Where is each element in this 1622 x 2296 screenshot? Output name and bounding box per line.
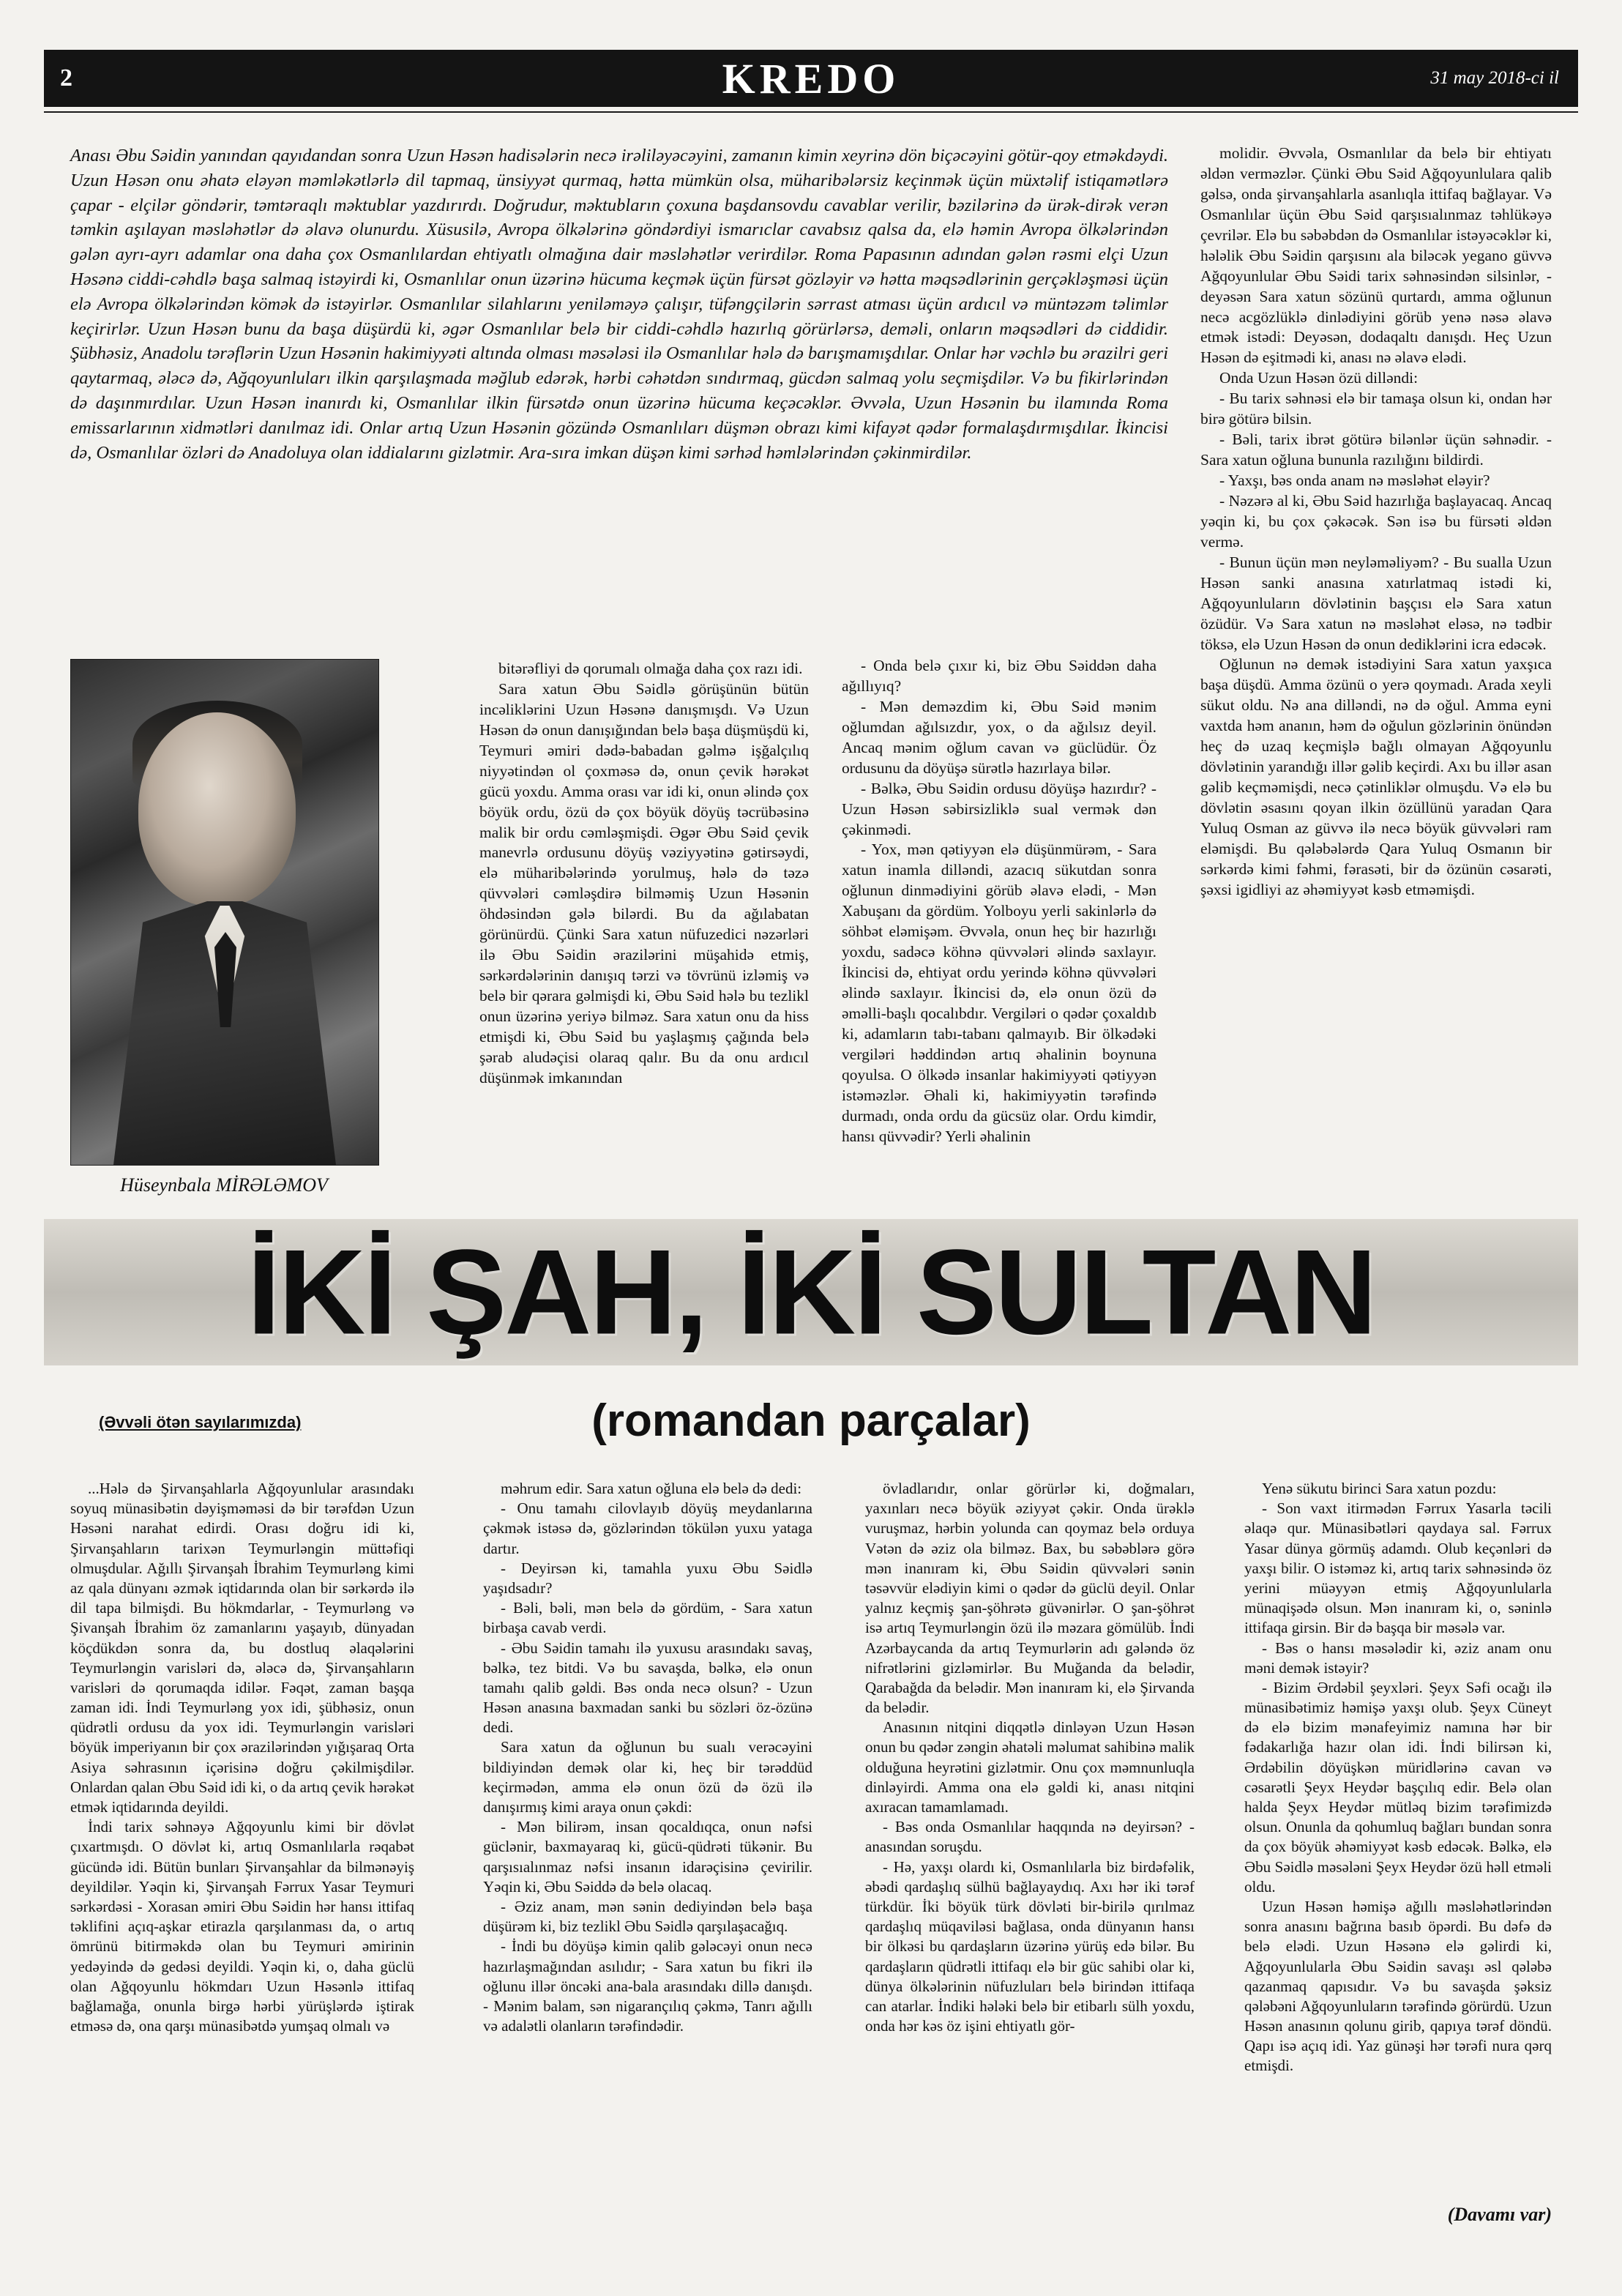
column-bottom-4: Yenə sükutu birinci Sara xatun pozdu: - Son vaxt itirmədən Fərrux Yasarla təcili əlaqə qur. Münasibətləri qaydaya sal. Fərrux Yasar dünya görmüş adamdı. Olub keçənləri də yaxşı bilir. O istəməz ki, artıq tarix səhnəsində öz yerini müəyyən etmiş Ağqoyunlularla münaqişədə olsun. Mən inanıram ki, o, səninlə ittifaqa girsin. Bir də başqa bir məsələ var. - Bəs o hansı məsələdir ki, əziz anam onu məni demək istəyir? - Bizim Ərdəbil şeyxləri. Şeyx Səfi ocağı ilə münasibətimiz həmişə yaxşı olub. Şeyx Cüneyt də elə bizim mənafeyimiz namına hər bir fədakarlığa hazır olan idi. İndi bilirsən ki, Ərdəbilin döyüşkən müridlərinə cavan və cəsarətli Şeyx Heydər başçılıq edir. Belə olan halda Şeyx Heydər mütləq bizim tərəfimizdə olsun. Onunla da qohumluq bağları bundan sonra da çox böyük əhəmiyyət kəsb edəcək. Bəlkə, elə Əbu Səidlə məsələni Şeyx Heydər özü həll etməli oldu. Uzun Həsən həmişə ağıllı məsləhətlərindən sonra anasını bağrına basıb öpərdi. Bu dəfə də belə elədi. Uzun Həsənə elə gəlirdi ki, Ağqoyunlularla Əbu Səidin savaşı əsl qələbə qazanmaq qapısıdır. Və bu savaşda şəksiz qələbəni Ağqoyunluların tərəfində görürdü. Uzun Həsən anasının qolunu girib, qapıya tərəf döndü. Qapı isə açıq idi. Yaz günəşi hər tərəfi nura qərq etmişdi. [1244, 1480, 1552, 2075]
headline-text: İKİ ŞAH, İKİ SULTAN [247, 1224, 1375, 1360]
column-bottom-2: məhrum edir. Sara xatun oğluna elə belə də dedi: - Onu tamahı cilovlayıb döyüş meydanlarına çəkmək istəsə də, gözlərindən tökülən yuxu yataga dartır. - Deyirsən ki, tamahla yuxu Əbu Səidlə yaşıdsadır? - Bəli, bəli, mən belə də gördüm, - Sara xatun birbaşa cavab verdi. - Əbu Səidin tamahı ilə yuxusu arasındakı savaş, bəlkə, tez bitdi. Və bu savaşda, bəlkə, elə onun tamahı qalib gəldi. Bəs onda necə olsun? - Uzun Həsən anasına baxmadan sanki bu sözləri öz-özünə dedi. Sara xatun da oğlunun bu sualı verəcəyini bildiyindən demək olar ki, heç bir tərəddüd keçirmədən, amma elə onun özü də özü ilə danışırmış kimi araya onun çəkdi: - Mən bilirəm, insan qocaldıqca, onun nəfsi güclənir, baxmayaraq ki, gücü-qüdrəti tükənir. Bu qarşısıalınmaz nəfsi insanın idarəçisinə çevirilir. Yəqin ki, Əbu Səiddə də belə olacaq. - Əziz anam, mən sənin dediyindən belə başa düşürəm ki, biz tezlikl Əbu Səidlə qarşılaşacağıq. - İndi bu döyüşə kimin qalib gələcəyi onun necə hazırlaşmağından asılıdır; - Sara xatun bu fikri ilə oğlunu illər öncəki ana-bala arasındakı dillə danışdı. - Mənim balam, sən nigarançılıq çəkmə, Tanrı ağıllı və adalətli olanların tərəfindədir. [483, 1480, 812, 2035]
author-photo-block [70, 659, 378, 1196]
continued-note: (Davamı var) [1447, 2204, 1552, 2225]
column-mid-2: - Onda belə çıxır ki, biz Əbu Səiddən daha ağıllıyıq? - Mən deməzdim ki, Əbu Səid mənim oğlumdan ağılsızdır, yox, o da ağılsız deyil. Ancaq mənim oğlum cavan və güclüdür. Öz ordusunu da döyüşə sürətlə hazırlaya bilər. - Bəlkə, Əbu Səidin ordusu döyüşə hazırdır? - Uzun Həsən səbirsizliklə sual vermək dən çəkinmədi. - Yox, mən qətiyyən elə düşünmürəm, - Sara xatun inamla dilləndi, azacıq sükutdan sonra oğlunun dinmədiyini görüb əlavə elədi, - Mən Xabuşanı da gördüm. Yolboyu yerli sakinlərlə də söhbət eləmişəm. Əvvəla, onun heç bir hazırlığı yoxdu, sadəcə köhnə qüvvələri əlində saxlayır. İkincisi də, ehtiyat ordu yerində köhnə qüvvələri əlində saxlayır. İkincisi də, elə onun özü də əməlli-başlı qocalıbdır. Vergiləri o qədər çoxaldıb ki, adamların tabı-tabanı qalmayıb. Bir ölkədəki vergiləri həddindən artıq əhalinin boynuna qoyulsa. O ölkədə insanlar hakimiyyəti qətiyyən istəməzlər. Əhali ki, hakimiyyətin tərəfində durmadı, onda ordu da gücsüz olar. Ordu kimdir, hansı qüvvədir? Yerli əhalinin [842, 657, 1156, 1145]
photo-face [138, 712, 296, 906]
header-divider [44, 111, 1578, 113]
headline-subtitle: (romandan parçalar) [591, 1395, 1031, 1446]
page-number: 2 [60, 64, 72, 92]
newspaper-title: KREDO [722, 54, 900, 102]
photo-caption: Hüseynbala MİRƏLƏMOV [120, 1174, 328, 1196]
column-bottom-1: ...Hələ də Şirvanşahlarla Ağqoyunlular arasındakı soyuq münasibətin dəyişməməsi də bir tərəfdən Uzun Həsəni narahat edirdi. Orası doğru idi ki, Şirvanşahların tarixən Teymurləngin müttəfiqi olmuşdular. Ağıllı Şirvanşah İbrahim Teymurləng kimi az qala dünyanı əzmək iqtidarında olan bir sərkərdə ilə dil tapa bilmişdi. Bu hökmdarlar, - Teymurləng və Şivanşah İbrahim öz zamanlarını yaşayıb, dünyadan köçdükdən sonra da, bu dostluq əlaqələrini Teymurləngin varisləri də, ələcə də, Şirvanşahların varisləri də qorumaqda idilər. Fəqət, zaman başqa zaman idi. İndi Teymurləng yox idi, şübhəsiz, onun qüdrətli ordusu da yox idi. Teymurləngin varisləri böyük imperiyanın bir çox ərazilərindən yığışaraq Orta Asiya səhrasının içərisinə doğru çəkilmişdilər. Onlardan qalan Əbu Səid idi ki, o da artıq çevik hərəkət etmək iqtidarında deyildi. İndi tarix səhnəyə Ağqoyunlu kimi bir dövlət çıxartmışdı. O dövlət ki, artıq Osmanlılarla rəqabət gücündə idi. Bütün bunları Şirvanşahlar da bilmənəyiş deyildilər. Yəqin ki, Şirvanşah Fərrux Yasar Teymuri sərkərdəsi - Xorasan əmiri Əbu Səidin hər hansı ittifaq təklifini açıq-aşkar etirazla qarşılanması da, o artıq ömrünü bitirməkdə olan bu Teymuri əmirinin yedəyində də gedəsi deyildi. Yəqin ki, o, daha güclü olan Ağqoyunlu hökmdarı Uzun Həsənlə ittifaq bağlamağa, onunla birgə hərbi yürüşlərdə iştirak etməsə də, ona qarşı münasibətdə yumşaq olmalı və [70, 1480, 414, 2035]
column-top-right: molidir. Əvvəla, Osmanlılar da belə bir ehtiyatı əldən verməzlər. Çünki Əbu Səid Ağqoyunlulara qalib gəlsə, onda şirvanşahlarla asanlıqla ittifaq bağlayar. Və Osmanlılar üçün Əbu Səid qarşısıalınmaz təhlükəyə çevrilər. Elə bu səbəbdən də Osmanlılar istəyəcəklər ki, hələlik Əbu Səidin qarşısını ala biləcək yegano güvvə Ağqoyunlular Əbu Səidi tarix səhnəsindən silsinlər, - deyəsən Sara xatun sözünü qurtardı, amma oğlunun necə acgözlüklə dinlədiyini görüb yenə nəsə əlavə etmək istədi: Deyəsən, dodaqaltı danışdı. Heç Uzun Həsən də eşitmədi ki, anası nə əlavə elədi. Onda Uzun Həsən özü dilləndi: - Bu tarix səhnəsi elə bir tamaşa olsun ki, ondan hər birə götürə bilsin. - Bəli, tarix ibrət götürə bilənlər üçün səhnədir. - Sara xatun oğluna bununla razılığını bildirdi. - Yaxşı, bəs onda anam nə məsləhət eləyir? - Nəzərə al ki, Əbu Səid hazırlığa başlayacaq. Ancaq yəqin ki, bu çox çəkəcək. Sən isə bu fürsəti əldən vermə. - Bunun üçün mən neyləməliyəm? - Bu sualla Uzun Həsən sanki anasına xatırlatmaq istədi ki, Ağqoyunluların dövlətinin başçısı elə Sara xatun özüdür. Və Sara xatun nə məsləhət eləsə, nə tədbir töksə, elə Uzun Həsən də onun dediklərini icra edəcək. Oğlunun nə demək istədiyini Sara xatun yaxşıca başa düşdü. Amma özünü o yerə qoymadı. Arada xeyli sükut oldu. Nə ana dilləndi, nə də oğul. Amma eyni vaxtda həm ananın, həm də oğulun gözlərinin önündən heç də uzaq keçmişlə bağlı olmayan Ağqoyunlu dövlətinin yarandığı illər gəlib keçirdi. Axı bu illər asan gəlib keçməmişdi, necə çətinliklər olmuşdu. Və elə bu dövlətin əsasını qoyan ilkin özüllünü yaradan Qara Yuluq Osman az güvvə ilə necə böyük güvvələri ram eləmişdi. Bu qələbələrdə Qara Yuluq Osmanın bir sərkərdə kimi fəhmi, fərasəti, bir də özünün cəsarəti, şəxsi igidliyi az əhəmiyyət kəsb etməmişdi. [1200, 144, 1552, 898]
column-mid-1: bitərəfliyi də qorumalı olmağa daha çox razı idi. Sara xatun Əbu Səidlə görüşünün bütün incəliklərini Uzun Həsənə danışmışdı. Və Uzun Həsən də onun danışığından belə başa düşmüşdü ki, Teymuri əmiri dədə-babadan gəlmə işğalçılıq niyyətindən ol çoxməsə də, onun çevik hərəkət gücü yoxdu. Amma orası var idi ki, onun əlində çox böyük ordu, özü də çox böyük döyüş təcrübəsinə malik bir ordu cəmləşmişdi. Əgər Əbu Səid çevik manevrlə ordusunu döyüş vəziyyətinə gətirsəydi, elə müharibələrində yorulmuş, hələ də təzə qüvvələri cəmləşdirə bilməmiş Uzun Həsənin öhdəsindən gələ bilərdi. Bu da ağılabatan görünürdü. Çünki Sara xatun nüfuzedici nəzərləri ilə Əbu Səidin ərazilərini müşahidə etmiş, sərkərdələrinin danışıq tərzi və tövrünü izləmiş və belə bir qərara gəlmişdi ki, Əbu Səid hələ bu tezlikl onun üzərinə yeriyə bilməz. Sara xatun onu da hiss etmişdi ki, Əbu Səid bu yaşlaşmış çağında belə şərab aludəçisi olaraq qalır. Bu da onu ardıcıl düşünmək imkanından [479, 660, 809, 1086]
headline-banner [44, 1219, 1578, 1365]
article-intro: Anası Əbu Səidin yanından qayıdandan sonra Uzun Həsən hadisələrin necə irəliləyəcəyini, zamanın kimin xeyrinə dön biçəcəyini götür-qoy etməkdəydi. Uzun Həsən onu əhatə eləyən məmləkətlərlə dil tapmaq, ünsiyyət qurmaq, hətta mümkün olsa, müharibələrsiz keçinmək üçün müxtəlif istiqamətlərə çapar - elçilər göndərir, təmtəraqlı məktublar yazdırırdı. Doğrudur, məktubların çoxuna başdansovdu cavablar verilir, bəzilərinə də ürək-dirək verən təmkin aşılayan məsləhətlər də əlavə olunurdu. Xüsusilə, Avropa ölkələrinə göndərdiyi ismarıclar cavabsız qalsa da, elə həmin Avropa ölkələrindən gələn ayrı-ayrı adamlar ona daha çox Osmanlılardan ehtiyatlı olmağına dair məsləhətlər verirdilər. Roma Papasının adından gələn rəsmi elçi Uzun Həsənə ciddi-cəhdlə başa salmaq istəyirdi ki, Osmanlılar onun üzərinə hücuma keçmək üçün fürsət gözləyir və hətta məqsədlərinin gerçəkləşməsi üçün elə Avropa ölkələrindən kömək də istəyirlər. Osmanlılar silahlarını yeniləməyə çalışır, tüfəngçilərin sərrast atması üçün ardıcıl və müntəzəm təlimlər keçirirlər. Uzun Həsən bunu da başa düşürdü ki, əgər Osmanlılar belə bir ciddi-cəhdlə hazırlıq görürlərsə, deməli, onların məqsədləri də ciddidir. Şübhəsiz, Anadolu tərəflərin Uzun Həsənin hakimiyyəti altında olması məsələsi ilə Osmanlılar hələ də barışmamışdılar. Onlar hər vəchlə bu ərazilri geri qaytarmaq, ələcə də, Ağqoyunluları ilkin qarşılaşmada məğlub edərək, hərbi cəhətdən sındırmaq, gücdən salmaq yolu seçmişdilər. Və bu fikirlərindən də daşınmırdılar. Uzun Həsən inanırdı ki, Osmanlılar ilkin fürsətdə onun üzərinə hücuma keçəcəklər. Əvvəla, Uzun Həsənin bu ilamında Roma emissarlarının xidmətləri danılmaz idi. Onlar artıq Uzun Həsənin gözündə Osmanlıları düşmən obrazı kimi kifayət qədər formalaşdırmışdılar. İkincisi də, Osmanlılar özləri də Anadoluya olan iddialarını gizlətmir. Ara-sıra imkan düşən kimi sərhəd həmlələrindən çəkinmirdilər. [70, 146, 1169, 463]
column-bottom-3: övladlarıdır, onlar görürlər ki, doğmaları, yaxınları necə böyük əziyyət çəkir. Onda ürəklə vuruşmaz, hərbin yolunda can qoymaz belə orduya Vətən də əziz ola bilməz. Bax, bu səbəblərə görə mən inanıram ki, Əbu Səidin qüvvələri sənin təsəvvür elədiyin kimi o qədər də güclü deyil. Onlar yalnız keçmiş şan-şöhrətə güvənirlər. O şan-şöhrət isə artıq Teymurləngin özü ilə məzara gömülüb. İndi Azərbaycanda da artıq Teymurlərin adı gələndə öz nifrətlərini gizləmirlər. Bu Muğanda da belədir, Qarabağda da belədir. Mən inanıram ki, elə Şirvanda da belədir. Anasının nitqini diqqətlə dinləyən Uzun Həsən onun bu qədər zəngin əhatəli məlumat sahibinə malik olduğuna heyrətini gizlətmir. Onu çox məmnunluqla dinləyirdi. Amma ona elə gəldi ki, anası nitqini axıracan tamamlamadı. - Bəs onda Osmanlılar haqqında nə deyirsən? - anasından soruşdu. - Hə, yaxşı olardı ki, Osmanlılarla biz birdəfəlik, əbədi qardaşlıq sülhü bağlayaydıq. Axı hər iki tərəf türkdür. İki böyük türk dövləti bir-birilə qırılmaz qardaşlıq müqaviləsi bağlasa, onda dünyanın hansı bir ölkəsi bu qardaşların üzərinə yürüş edə bilər. Bu qardaşların qüdrətli ittifaqı elə bir güc sahibi olar ki, dünya ölkələrinin nüfuzluları belə birindən ittifaqa can atarlar. İndiki hələki belə bir etibarlı sülh yoxdu, onda hər kəs öz işini ehtiyatlı gör- [865, 1480, 1195, 2035]
masthead [44, 50, 1578, 107]
previous-issue-note: (Əvvəli ötən sayılarımızda) [99, 1413, 302, 1431]
issue-date: 31 may 2018-ci il [1430, 68, 1559, 88]
portrait-photo [70, 659, 379, 1166]
